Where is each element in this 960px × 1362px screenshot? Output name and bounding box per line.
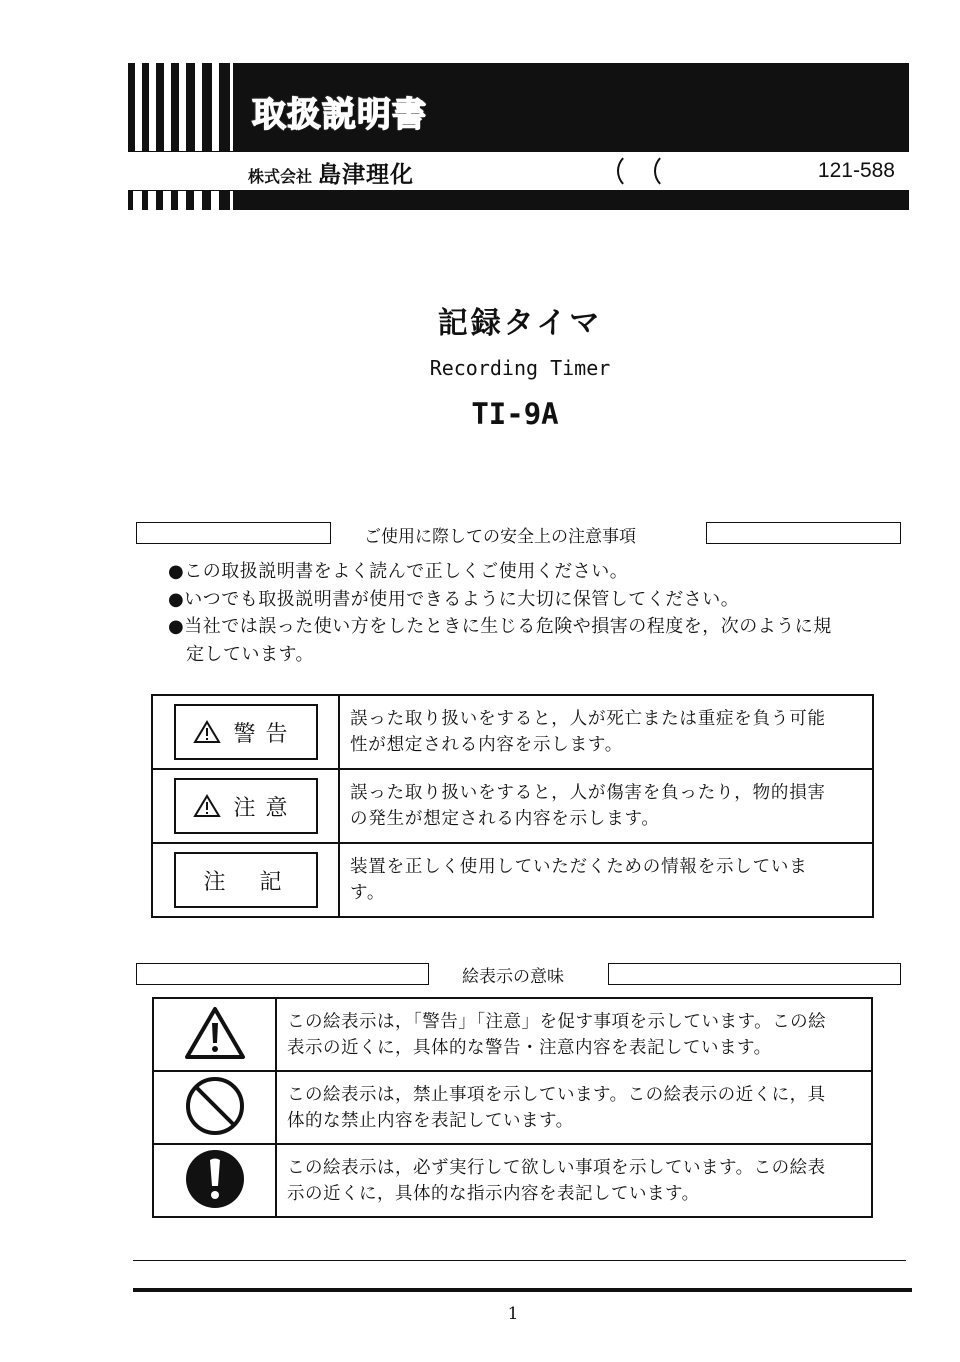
manual-title: 取扱説明書 xyxy=(252,95,427,135)
company-name: 株式会社 島津理化 xyxy=(248,162,415,188)
warning-triangle-icon xyxy=(183,1005,247,1061)
table-row: 注 記 装置を正しく使用していただくための情報を示していま す。 xyxy=(152,843,873,917)
note-item: 定しています。 xyxy=(186,643,315,665)
safety-notes xyxy=(168,558,888,668)
note-label: 注 記 xyxy=(174,852,318,908)
symbol-meaning-table xyxy=(152,997,873,1218)
section-rule-left xyxy=(136,522,331,544)
warning-triangle-icon xyxy=(193,720,221,744)
footer-rule-thin xyxy=(133,1260,906,1261)
warning-label: 警告 xyxy=(174,704,318,760)
table-row: この絵表示は，「警告」「注意」を促す事項を示しています。この絵 表示の近くに，具体的な警告・注意内容を表記しています。 xyxy=(153,998,872,1071)
manual-header-banner xyxy=(128,63,909,210)
page-number: 1 xyxy=(507,1304,519,1324)
section-rule-right xyxy=(706,522,901,544)
symbols-heading: 絵表示の意味 xyxy=(462,967,564,987)
hazard-level-table xyxy=(151,694,874,918)
product-subtitle: Recording Timer xyxy=(429,356,611,380)
footer-rule-thick xyxy=(133,1288,912,1292)
product-code: 121-588 xyxy=(817,159,895,182)
section-rule-left xyxy=(136,963,429,985)
note-item: ●当社では誤った使い方をしたときに生じる危険や損害の程度を，次のように規 xyxy=(168,616,832,637)
warning-triangle-icon xyxy=(193,794,221,818)
safety-heading: ご使用に際しての安全上の注意事項 xyxy=(364,527,636,547)
table-row: この絵表示は，必ず実行して欲しい事項を示しています。この絵表 示の近くに，具体的な指示内容を表記しています。 xyxy=(153,1144,872,1217)
note-item: ●いつでも取扱説明書が使用できるように大切に保管してください。 xyxy=(168,588,740,610)
caution-label: 注意 xyxy=(174,778,318,834)
table-row: 警告 誤った取り扱いをすると，人が死亡または重症を負う可能 性が想定される内容を示します。 xyxy=(152,695,873,769)
mandatory-exclamation-icon xyxy=(184,1148,246,1210)
section-rule-right xyxy=(608,963,901,985)
product-title: 記録タイマ xyxy=(437,306,603,341)
prohibition-icon xyxy=(184,1075,246,1137)
table-row: この絵表示は，禁止事項を示しています。この絵表示の近くに，具 体的な禁止内容を表記しています。 xyxy=(153,1071,872,1144)
table-row: 注意 誤った取り扱いをすると，人が傷害を負ったり，物的損害 の発生が想定される内容を示します。 xyxy=(152,769,873,843)
product-model: TI-9A xyxy=(471,397,559,431)
note-item: ●この取扱説明書をよく読んで正しくご使用ください。 xyxy=(168,561,629,582)
